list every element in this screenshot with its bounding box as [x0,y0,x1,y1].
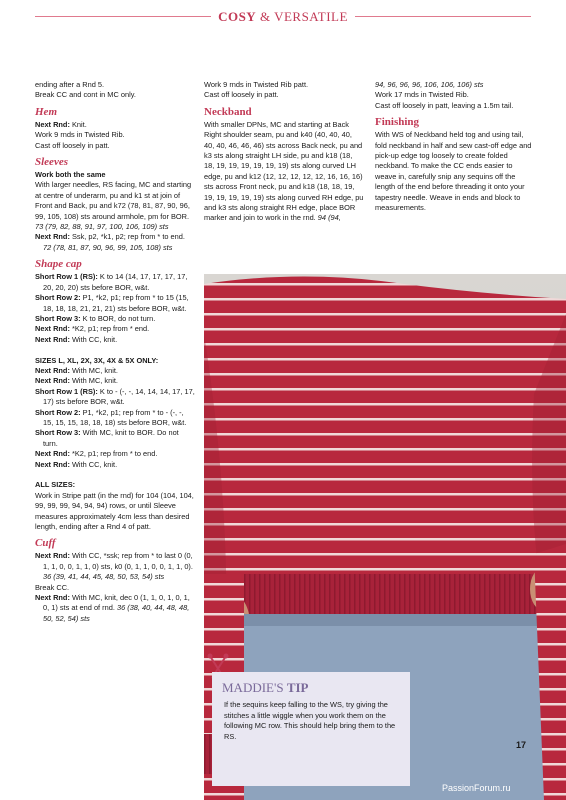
page-number: 17 [516,740,527,750]
paragraph: With WS of Neckband held tog and using tail, fold neckband in half and sew cast-off edge and pick-up edge tog loosely to create folded neckband. To make the CC ends easier to weave in, carefully snip any sequins off the length of the end before threading it onto your tapestry needle. Weave in ends and block to measurements. [375,130,532,213]
text-line: Work 17 rnds in Twisted Rib. [375,90,469,100]
heading-shape-cap: Shape cap [35,258,82,271]
heading-hem: Hem [35,105,57,118]
instruction: Next Rnd: With MC, knit, dec 0 (1, 1, 0, 1, 0, 1, 0, 1) sts at end of rnd. 36 (38, 40, 44, 48, 48, 50, 52, 54) sts [35,593,190,623]
text-line: Work 9 rnds in Twisted Rib patt. [204,80,309,89]
instruction: Next Rnd: With CC, knit. [35,459,118,469]
text-line: 94, 96, 96, 96, 106, 106, 106) sts [375,80,484,89]
paragraph: With larger needles, RS facing, MC and starting at centre of underarm, pu and k1 st at join of Front and Back, pu and k72 (78, 81, 87, 90, 96, 99, 105, 108) sts around armhole, pm for BOR. 73 (79, 82, 88, 91, 97, 100, 106, 109) sts [35,180,192,232]
column-1 [35,80,195,624]
instruction: Break CC. [35,582,70,592]
instruction: Next Rnd: Ssk, p2, *k1, p2; rep from * to end. 72 (78, 81, 87, 90, 96, 99, 105, 108) sts [35,232,185,252]
instruction: Next Rnd: With MC, knit. [35,365,118,375]
column-3 [375,80,535,213]
instruction: Short Row 2: P1, *k2, p1; rep from * to - (-, -, 15, 15, 15, 18, 18, 18) sts before BOR, w&t. [35,407,187,427]
instruction: Short Row 2: P1, *k2, p1; rep from * to 15 (15, 18, 18, 18, 21, 21, 21) sts before BOR, w&t. [35,293,189,313]
section-title-highlight: COSY [218,9,257,24]
section-title [0,9,566,25]
tip-box [212,672,410,786]
instruction: Cast off loosely in patt. [35,140,110,150]
instruction: Next Rnd: With CC, *ssk; rep from * to last 0 (0, 1, 1, 0, 0, 1, 1, 0) sts, k0 (0, 1, 1, 0, 0, 1, 1, 0). 36 (39, 41, 44, 45, 48, 50, 53, 54) sts [35,551,193,582]
subheading: Work both the same [35,170,106,180]
instruction: Next Rnd: *K2, p1; rep from * to end. [35,449,158,459]
instruction: Next Rnd: Knit. [35,119,87,129]
heading-cuff: Cuff [35,537,56,550]
instruction: Short Row 1 (RS): K to 14 (14, 17, 17, 17, 17, 20, 20, 20) sts before BOR, w&t. [35,272,188,292]
instruction: Next Rnd: *K2, p1; rep from * end. [35,324,150,334]
text-line: Break CC and cont in MC only. [35,90,136,100]
page-header [0,0,566,30]
section-title-rest: & VERSATILE [256,9,348,24]
heading-neckband: Neckband [204,105,252,118]
heading-sleeves: Sleeves [35,156,68,169]
instruction: Short Row 3: With MC, knit to BOR. Do not turn. [35,428,179,448]
instruction: Short Row 1 (RS): K to - (-, -, 14, 14, 14, 17, 17, 17) sts before BOR, w&t. [35,386,195,407]
subheading: ALL SIZES: [35,480,76,490]
instruction: Next Rnd: With MC, knit. [35,376,118,386]
watermark: PassionForum.ru [442,783,511,793]
instruction: Work 9 rnds in Twisted Rib. [35,130,125,140]
text-line: ending after a Rnd 5. [35,80,105,89]
heading-finishing: Finishing [375,116,420,129]
column-2 [204,80,364,224]
text-line: Cast off loosely in patt, leaving a 1.5m tail. [375,100,514,110]
subheading: SIZES L, XL, 2X, 3X, 4X & 5X ONLY: [35,355,159,365]
tip-body: If the sequins keep falling to the WS, try giving the stitches a little wiggle when you work them on the following MC row. This should help bring them to the RS. [224,700,396,741]
paragraph: With smaller DPNs, MC and starting at Back Right shoulder seam, pu and k40 (40, 40, 40, 40, 40, 46, 46, 46) sts across Back neck, pu and k3 sts along straight LH side, pu and k18 (18, 18, 19, 19, 19, 19, 19, 19) sts along curved LH edge, pu and k12 (12, 12, 12, 12, 12, 16, 16, 16) sts across Front neck, pu and k18 (18, 18, 19, 19, 19, 19, 19, 19) sts along curved RH edge, pu and k3 sts along straight RH edge, place BOR marker and join to work in the rnd. 94 (94, [204,119,364,223]
instruction: Next Rnd: With CC, knit. [35,334,118,344]
text-line: Cast off loosely in patt. [204,90,279,100]
paragraph: Work in Stripe patt (in the rnd) for 104 (104, 104, 99, 99, 99, 94, 94, 94) rows, or until Sleeve measures approximately 4cm less than desired length, ending after a Rnd 4 of patt. [35,490,194,531]
tip-title: MADDIE'S TIP [222,680,309,695]
instruction: Short Row 3: K to BOR, do not turn. [35,313,156,323]
